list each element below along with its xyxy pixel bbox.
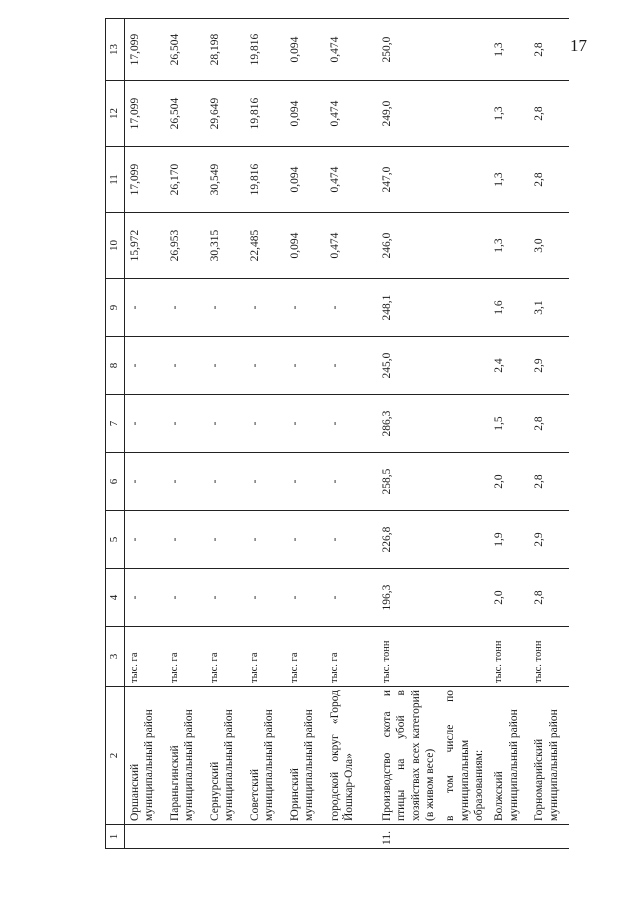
indicator-name: Оршанский муниципальный район <box>124 687 165 825</box>
value-cell: 29,649 <box>205 81 245 147</box>
value-cell: - <box>205 569 245 627</box>
table-row <box>124 19 165 849</box>
indicator-name: Горномарийский муниципальный район <box>529 687 569 825</box>
column-header: 12 <box>106 81 125 147</box>
column-header: 5 <box>106 511 125 569</box>
value-cell: 1,3 <box>489 81 529 147</box>
column-header: 6 <box>106 453 125 511</box>
value-cell <box>440 19 489 81</box>
value-cell: 19,816 <box>245 81 285 147</box>
value-cell: - <box>205 395 245 453</box>
value-cell: - <box>205 279 245 337</box>
value-cell: - <box>205 337 245 395</box>
value-cell: 2,8 <box>529 81 569 147</box>
value-cell: 2,8 <box>529 19 569 81</box>
header-row <box>106 19 125 849</box>
value-cell: - <box>165 395 205 453</box>
value-cell: 26,504 <box>165 19 205 81</box>
row-index <box>205 825 245 849</box>
row-index <box>325 825 377 849</box>
value-cell: 3,0 <box>529 213 569 279</box>
table-row <box>165 19 205 849</box>
value-cell: 1,3 <box>489 19 529 81</box>
indicator-name: Юринский муниципальный район <box>285 687 325 825</box>
value-cell: 250,0 <box>377 19 441 81</box>
value-cell: - <box>124 337 165 395</box>
value-cell: - <box>165 279 205 337</box>
value-cell: 258,5 <box>377 453 441 511</box>
value-cell: 1,9 <box>489 511 529 569</box>
value-cell <box>440 453 489 511</box>
rotated-table-block <box>105 19 560 849</box>
value-cell <box>440 279 489 337</box>
value-cell: - <box>245 511 285 569</box>
value-cell: - <box>245 453 285 511</box>
column-header: 10 <box>106 213 125 279</box>
column-header: 9 <box>106 279 125 337</box>
unit-cell: тыс. га <box>285 627 325 687</box>
value-cell: - <box>245 279 285 337</box>
value-cell <box>440 569 489 627</box>
indicator-name: Производство скота и птицы на убой в хозяйствах всех категорий (в живом весе) <box>377 687 441 825</box>
value-cell: 0,094 <box>285 81 325 147</box>
value-cell: - <box>285 279 325 337</box>
column-header: 3 <box>106 627 125 687</box>
value-cell: 0,094 <box>285 213 325 279</box>
value-cell: 0,474 <box>325 213 377 279</box>
value-cell: 22,485 <box>245 213 285 279</box>
value-cell: - <box>325 337 377 395</box>
value-cell: - <box>325 279 377 337</box>
value-cell: - <box>205 511 245 569</box>
value-cell: 196,3 <box>377 569 441 627</box>
value-cell: 2,8 <box>529 147 569 213</box>
table-row <box>377 19 441 849</box>
column-header: 7 <box>106 395 125 453</box>
unit-cell: тыс. тонн <box>529 627 569 687</box>
value-cell: 19,816 <box>245 19 285 81</box>
value-cell: - <box>285 395 325 453</box>
value-cell: - <box>285 511 325 569</box>
unit-cell: тыс. га <box>245 627 285 687</box>
value-cell: 246,0 <box>377 213 441 279</box>
value-cell: - <box>245 337 285 395</box>
page-number: 17 <box>570 36 587 55</box>
value-cell: 17,099 <box>124 19 165 81</box>
table-row <box>325 19 377 849</box>
value-cell: - <box>245 395 285 453</box>
value-cell: 30,549 <box>205 147 245 213</box>
table-row <box>205 19 245 849</box>
value-cell: 15,972 <box>124 213 165 279</box>
column-header: 11 <box>106 147 125 213</box>
table-row <box>245 19 285 849</box>
unit-cell: тыс. га <box>165 627 205 687</box>
value-cell <box>440 147 489 213</box>
value-cell: 2,0 <box>489 569 529 627</box>
indicator-name: Сернурский муниципальный район <box>205 687 245 825</box>
value-cell: 26,953 <box>165 213 205 279</box>
row-index <box>245 825 285 849</box>
value-cell <box>440 395 489 453</box>
value-cell: - <box>124 279 165 337</box>
value-cell: 2,9 <box>529 511 569 569</box>
table-row <box>529 19 569 849</box>
value-cell: - <box>325 453 377 511</box>
value-cell: 2,4 <box>489 337 529 395</box>
value-cell: 26,170 <box>165 147 205 213</box>
value-cell: 247,0 <box>377 147 441 213</box>
value-cell: - <box>285 453 325 511</box>
value-cell: 0,474 <box>325 19 377 81</box>
value-cell: 1,6 <box>489 279 529 337</box>
value-cell: - <box>124 453 165 511</box>
column-header: 1 <box>106 825 125 849</box>
indicator-name: городской округ «Город Йошкар-Ола» <box>325 687 377 825</box>
row-index <box>285 825 325 849</box>
value-cell: 30,315 <box>205 213 245 279</box>
value-cell: - <box>245 569 285 627</box>
value-cell: - <box>205 453 245 511</box>
value-cell: 17,099 <box>124 147 165 213</box>
value-cell: 226,8 <box>377 511 441 569</box>
value-cell: 1,3 <box>489 147 529 213</box>
value-cell: 2,8 <box>529 395 569 453</box>
unit-cell: тыс. га <box>325 627 377 687</box>
value-cell <box>440 337 489 395</box>
value-cell: - <box>124 569 165 627</box>
value-cell: 249,0 <box>377 81 441 147</box>
value-cell: - <box>165 511 205 569</box>
value-cell: 26,504 <box>165 81 205 147</box>
row-index <box>165 825 205 849</box>
value-cell: - <box>165 569 205 627</box>
value-cell: - <box>124 395 165 453</box>
value-cell: 17,099 <box>124 81 165 147</box>
value-cell: 3,1 <box>529 279 569 337</box>
unit-cell: тыс. тонн <box>489 627 529 687</box>
row-index <box>440 825 489 849</box>
column-header: 4 <box>106 569 125 627</box>
value-cell: - <box>325 395 377 453</box>
value-cell: 2,8 <box>529 569 569 627</box>
value-cell: - <box>165 453 205 511</box>
table-row <box>285 19 325 849</box>
column-header: 2 <box>106 687 125 825</box>
row-index <box>529 825 569 849</box>
value-cell: - <box>285 569 325 627</box>
value-cell <box>440 511 489 569</box>
value-cell: 248,1 <box>377 279 441 337</box>
value-cell <box>440 213 489 279</box>
indicator-name: в том числе по муниципальным образованиям: <box>440 687 489 825</box>
row-index <box>124 825 165 849</box>
row-index: 11. <box>377 825 441 849</box>
value-cell: 0,474 <box>325 147 377 213</box>
unit-cell: тыс. га <box>124 627 165 687</box>
value-cell: 1,5 <box>489 395 529 453</box>
value-cell: 0,474 <box>325 81 377 147</box>
value-cell <box>440 81 489 147</box>
indicator-name: Советский муниципальный район <box>245 687 285 825</box>
value-cell: - <box>165 337 205 395</box>
value-cell: 0,094 <box>285 147 325 213</box>
value-cell: 28,198 <box>205 19 245 81</box>
indicator-name: Параньгинский муниципальный район <box>165 687 205 825</box>
value-cell: - <box>124 511 165 569</box>
value-cell: - <box>325 569 377 627</box>
value-cell: 245,0 <box>377 337 441 395</box>
value-cell: 0,094 <box>285 19 325 81</box>
unit-cell: тыс. га <box>205 627 245 687</box>
value-cell: 2,0 <box>489 453 529 511</box>
table-row <box>489 19 529 849</box>
value-cell: 1,3 <box>489 213 529 279</box>
data-table <box>105 18 569 849</box>
unit-cell <box>440 627 489 687</box>
value-cell: - <box>285 337 325 395</box>
value-cell: 286,3 <box>377 395 441 453</box>
value-cell: - <box>325 511 377 569</box>
row-index <box>489 825 529 849</box>
value-cell: 2,8 <box>529 453 569 511</box>
table-row <box>440 19 489 849</box>
unit-cell: тыс. тонн <box>377 627 441 687</box>
value-cell: 19,816 <box>245 147 285 213</box>
value-cell: 2,9 <box>529 337 569 395</box>
column-header: 8 <box>106 337 125 395</box>
column-header: 13 <box>106 19 125 81</box>
indicator-name: Волжский муниципальный район <box>489 687 529 825</box>
